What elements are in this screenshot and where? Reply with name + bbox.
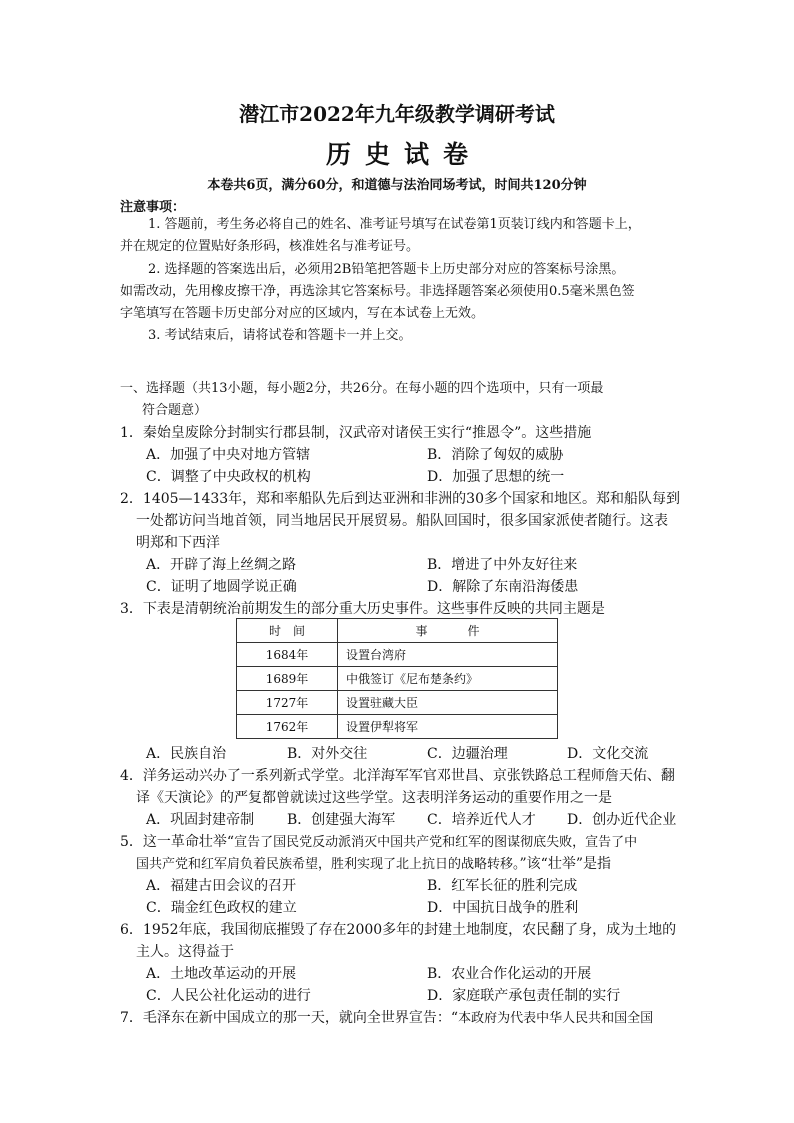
question-6-stem-cont: 主人。这得益于: [136, 944, 234, 960]
q4-option-b: B．创建强大海军: [287, 812, 396, 828]
q4-option-a: A．巩固封建帝制: [146, 812, 255, 828]
notice-heading: 注意事项：: [120, 200, 186, 215]
notice-line: 1. 答题前，考生务必将自己的姓名、准考证号填写在试卷第1页装订线内和答题卡上，: [148, 217, 641, 232]
question-4-stem: 4．洋务运动兴办了一系列新式学堂。北洋海军军官邓世昌、京张铁路总工程师詹天佑、翻: [120, 768, 675, 784]
table-cell-event: 中俄签订《尼布楚条约》: [338, 667, 558, 691]
table-cell-year: 1762年: [237, 715, 338, 739]
table-cell-event: 设置伊犁将军: [338, 715, 558, 739]
q3-option-d: D．文化交流: [567, 746, 649, 762]
question-6-stem: 6．1952年底，我国彻底摧毁了存在2000多年的封建土地制度，农民翻了身，成为土地的: [120, 922, 677, 938]
section-heading-cont: 符合题意）: [142, 403, 208, 418]
q5-option-d: D．中国抗日战争的胜利: [427, 900, 579, 916]
q2-option-d: D．解除了东南沿海倭患: [427, 579, 579, 595]
q1-option-a: A．加强了中央对地方管辖: [146, 447, 311, 463]
q1-option-c: C．调整了中央政权的机构: [146, 469, 311, 485]
q5-option-c: C．瑞金红色政权的建立: [146, 900, 297, 916]
q3-option-c: C．边疆治理: [427, 746, 508, 762]
table-row: [237, 715, 558, 739]
question-2-stem-cont: 明郑和下西洋: [136, 535, 220, 551]
table-header-row: [237, 619, 558, 643]
q6-option-b: B．农业合作化运动的开展: [427, 966, 592, 982]
question-2-stem: 2．1405—1433年，郑和率船队先后到达亚洲和非洲的30多个国家和地区。郑和船队每到: [120, 491, 680, 507]
table-row: [237, 691, 558, 715]
q4-option-d: D．创办近代企业: [567, 812, 677, 828]
question-5-stem-cont: [136, 853, 611, 876]
notice-line: 2. 选择题的答案选出后，必须用2B铅笔把答题卡上历史部分对应的答案标号涂黑。: [148, 262, 625, 277]
q5-quote: 宣告了国民党反动派消灭中国共产党和红军的图谋彻底失败，宣告了中: [234, 835, 638, 850]
section-heading: 一、选择题（共13小题，每小题2分，共26分。在每小题的四个选项中，只有一项最: [120, 381, 604, 396]
q5-quote-cont: 国共产党和红军肩负着民族希望，胜利实现了北上抗日的战略转移。: [136, 857, 520, 872]
q2-option-b: B．增进了中外友好往来: [427, 557, 578, 573]
q3-option-a: A．民族自治: [146, 746, 227, 762]
q5-stem-lead: 5．这一革命壮举“: [120, 834, 235, 850]
table-row: [237, 667, 558, 691]
q2-option-c: C．证明了地圆学说正确: [146, 579, 297, 595]
table-cell-year: 1684年: [237, 643, 338, 667]
table-cell-event: 设置台湾府: [338, 643, 558, 667]
q1-option-b: B．消除了匈奴的威胁: [427, 447, 564, 463]
table-cell-year: 1727年: [237, 691, 338, 715]
q4-option-c: C．培养近代人才: [427, 812, 536, 828]
table-header-event: 事件: [338, 619, 558, 643]
exam-title: 潜江市2022年九年级教学调研考试: [239, 102, 555, 126]
q2-option-a: A．开辟了海上丝绸之路: [146, 557, 297, 573]
table-cell-year: 1689年: [237, 667, 338, 691]
q6-option-d: D．家庭联产承包责任制的实行: [427, 988, 621, 1004]
notice-line: 如需改动，先用橡皮擦干净，再选涂其它答案标号。非选择题答案必须使用0.5毫米黑色签: [120, 284, 635, 299]
question-4-stem-cont: 译《天演论》的严复都曾就读过这些学堂。这表明洋务运动的重要作用之一是: [136, 790, 612, 806]
q6-option-c: C．人民公社化运动的进行: [146, 988, 311, 1004]
exam-info: 本卷共6页，满分60分，和道德与法治同场考试，时间共120分钟: [207, 178, 587, 193]
notice-line: 并在规定的位置贴好条形码，核准姓名与准考证号。: [120, 239, 420, 254]
q5-option-b: B．红军长征的胜利完成: [427, 878, 578, 894]
question-1-stem: 1．秦始皇废除分封制实行郡县制，汉武帝对诸侯王实行“推恩令”。这些措施: [120, 425, 592, 441]
table-header-time: 时 间: [237, 619, 338, 643]
q1-option-d: D．加强了思想的统一: [427, 469, 565, 485]
table-row: [237, 643, 558, 667]
notice-line: 3. 考试结束后，请将试卷和答题卡一并上交。: [148, 328, 412, 343]
question-7-stem: [120, 1007, 653, 1030]
events-table: [236, 618, 558, 739]
notice-line: 字笔填写在答题卡历史部分对应的区域内，写在本试卷上无效。: [120, 306, 485, 321]
exam-subject-title: 历史试卷: [325, 140, 482, 169]
question-5-stem: [120, 831, 637, 854]
q5-option-a: A．福建古田会议的召开: [146, 878, 297, 894]
question-3-stem: 3．下表是清朝统治前期发生的部分重大历史事件。这些事件反映的共同主题是: [120, 601, 605, 617]
q6-option-a: A．土地改革运动的开展: [146, 966, 297, 982]
q7-quote: 本政府为代表中华人民共和国全国: [458, 1011, 654, 1026]
question-2-stem-cont: 一处都访问当地首领，同当地居民开展贸易。船队回国时，很多国家派使者随行。这表: [136, 513, 668, 529]
q5-stem-tail: ”该“壮举”是指: [519, 856, 611, 872]
table-cell-event: 设置驻藏大臣: [338, 691, 558, 715]
q7-stem-lead: 7．毛泽东在新中国成立的那一天，就向全世界宣告：“: [120, 1010, 459, 1026]
q3-option-b: B．对外交往: [287, 746, 368, 762]
